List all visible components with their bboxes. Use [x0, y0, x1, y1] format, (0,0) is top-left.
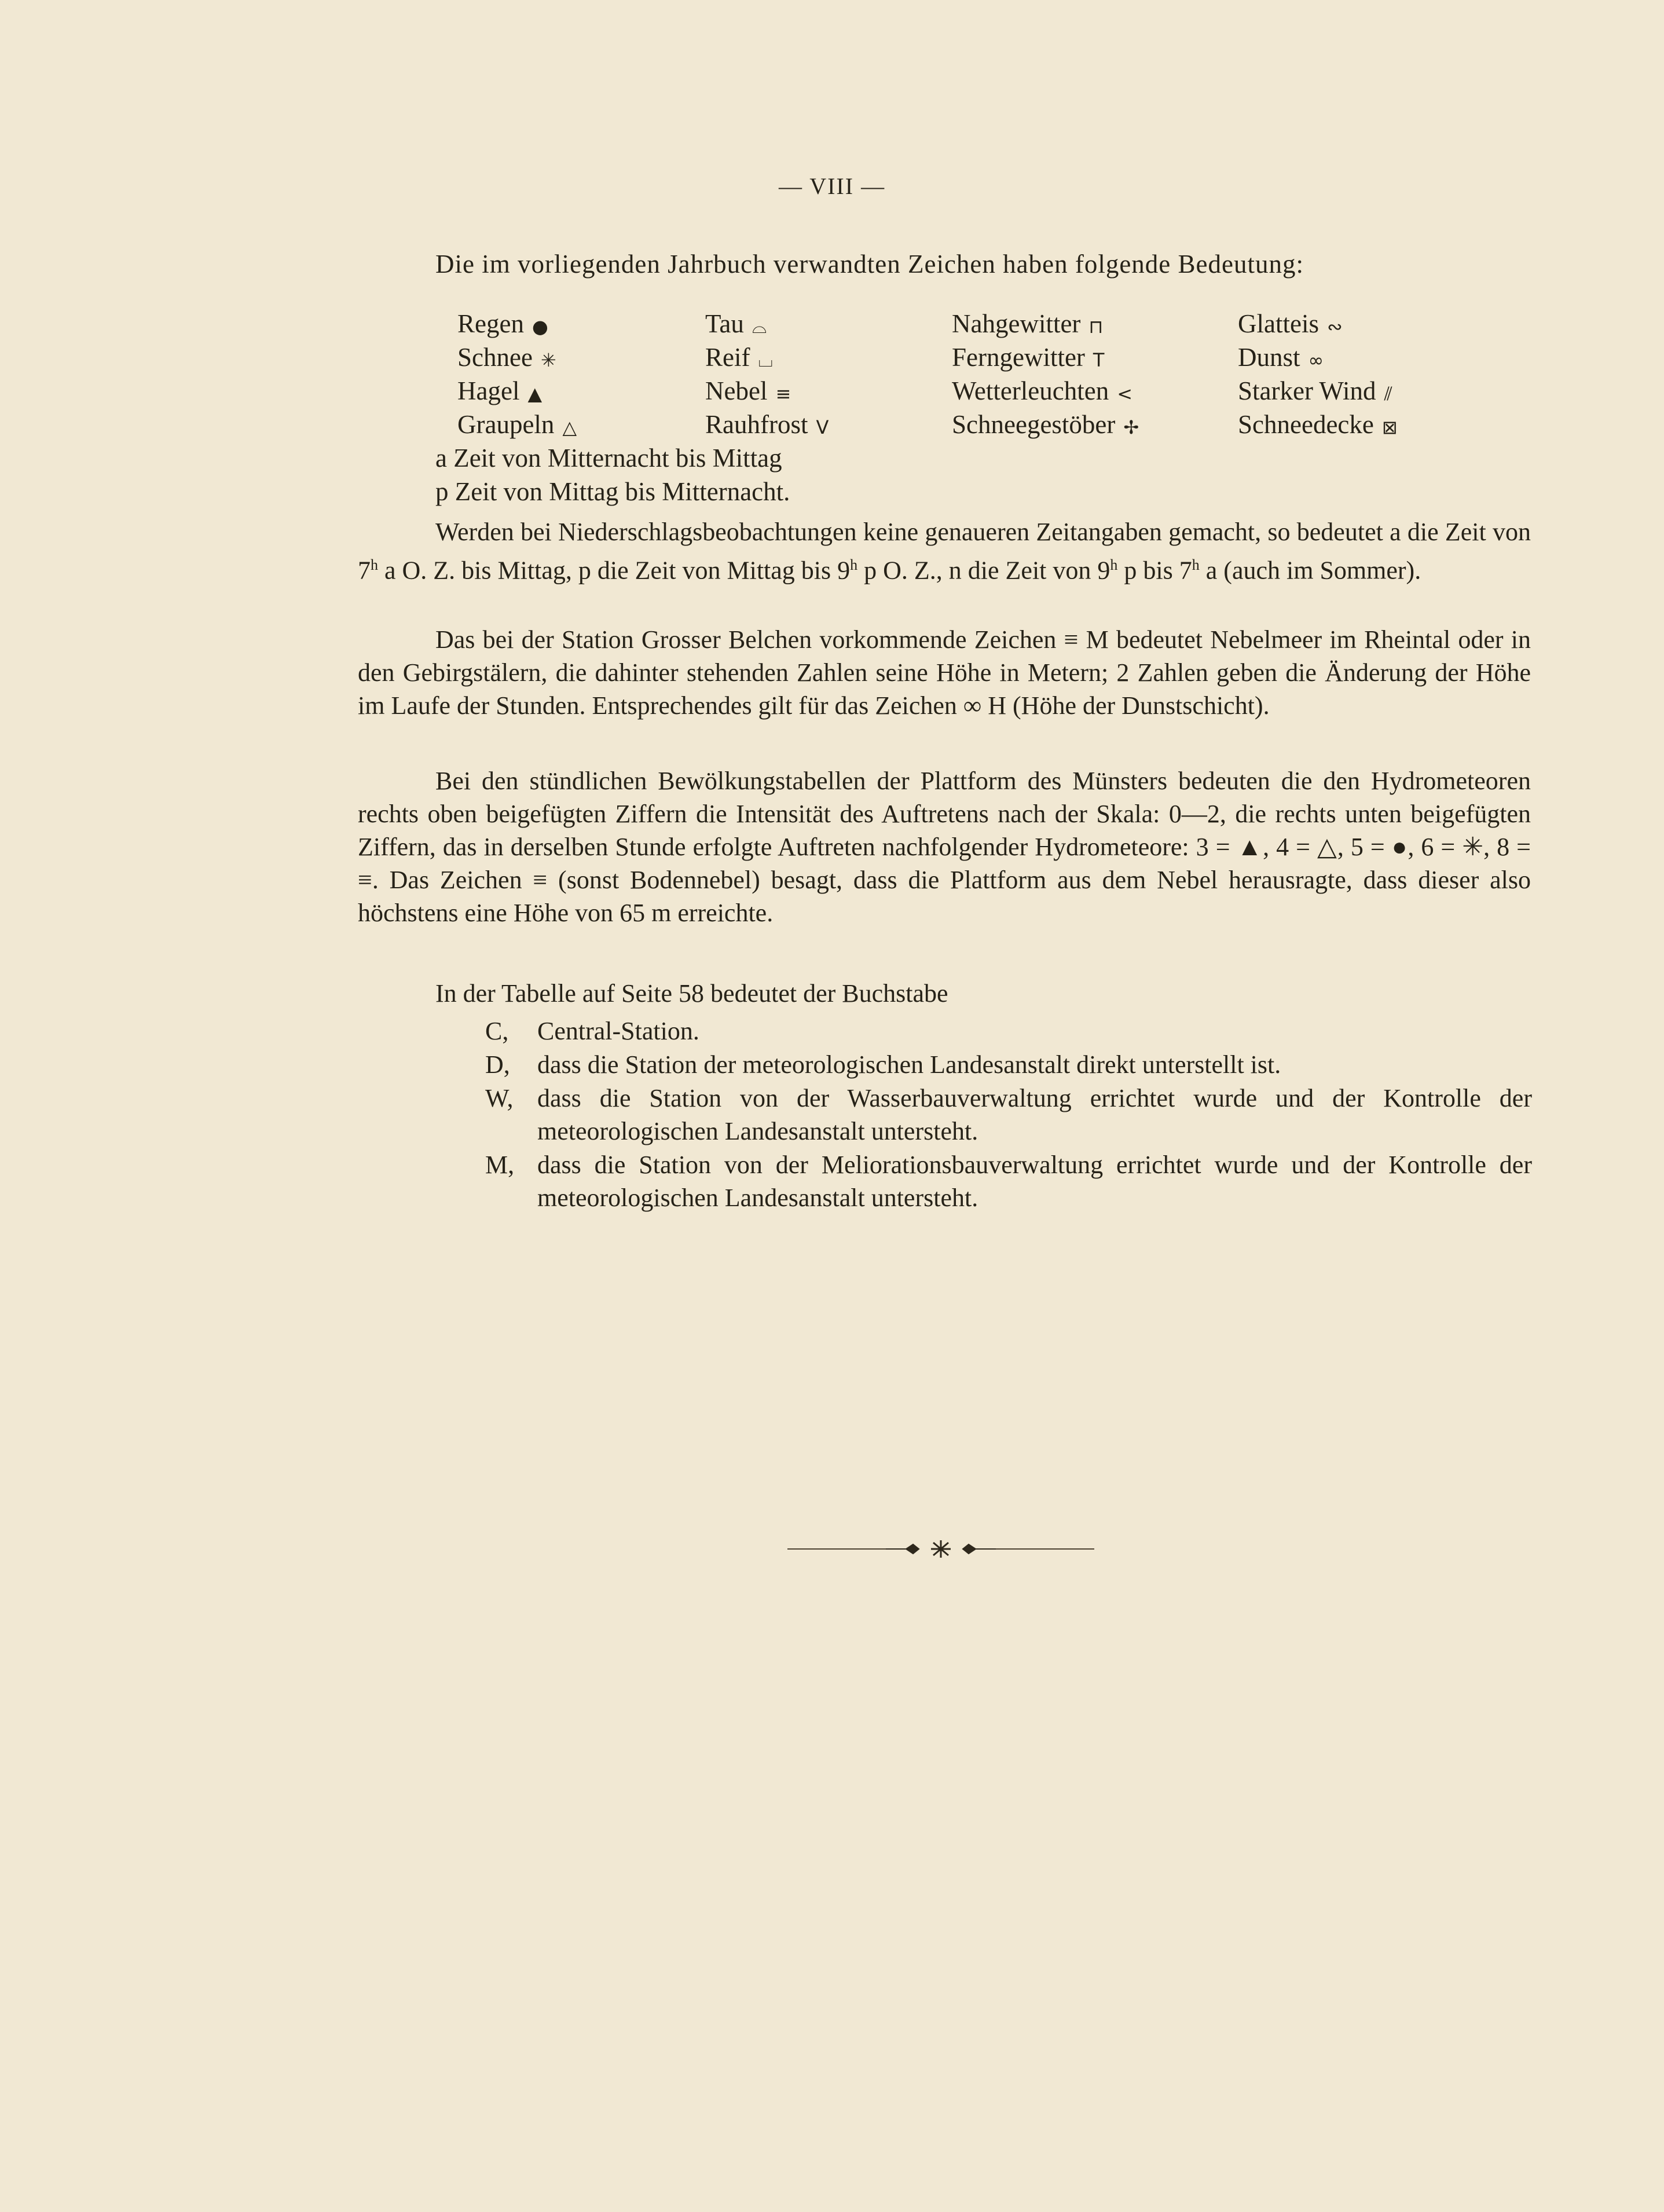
- legend-item: [705, 340, 829, 374]
- legend-item: [457, 374, 577, 408]
- time-notation: [435, 441, 790, 508]
- rain-icon: ●: [532, 315, 548, 338]
- near-thunderstorm-icon: ⊓: [1088, 315, 1104, 338]
- hail-icon: ▲: [527, 382, 543, 405]
- legend-item: [1238, 340, 1398, 374]
- text-run: Werden bei Niederschlagsbeobachtungen keine genaueren Zeitangaben gemacht, so bedeutet a die Zeit von 7: [358, 518, 1531, 585]
- legend-item: [1238, 408, 1398, 441]
- definition-item: [485, 1048, 1532, 1081]
- legend-label: Tau: [705, 309, 744, 338]
- haze-icon: ∞: [1308, 349, 1324, 371]
- legend-label: Hagel: [457, 376, 520, 405]
- definition-text: dass die Station der meteorologischen Landesanstalt direkt unterstellt ist.: [537, 1050, 1281, 1079]
- ornamental-divider-icon: [787, 1535, 1094, 1563]
- superscript: h: [850, 556, 858, 573]
- definition-item: [485, 1082, 1532, 1148]
- definition-key: M,: [485, 1151, 515, 1179]
- glaze-icon: ∾: [1326, 315, 1343, 338]
- page-number: — VIII —: [778, 173, 886, 199]
- legend-item: [952, 340, 1139, 374]
- definition-text: dass die Station von der Meliorationsbauverwaltung errichtet wurde und der Kontrolle der meteorologischen Landesanstalt untersteht.: [537, 1151, 1532, 1212]
- legend-item: [1238, 374, 1398, 408]
- rime-icon: V: [816, 416, 829, 438]
- legend-label: Nebel: [705, 376, 768, 405]
- superscript: h: [1192, 556, 1200, 573]
- legend-label: Starker Wind: [1238, 376, 1376, 405]
- fog-icon: ≡: [775, 382, 791, 405]
- legend-intro: Die im vorliegenden Jahrbuch verwandten Zeichen haben folgende Bedeutung:: [435, 250, 1304, 279]
- paragraph-grosser-belchen: [358, 623, 1531, 722]
- dew-icon: ⌓: [752, 315, 767, 338]
- legend-column-1: [457, 307, 577, 441]
- legend-label: Reif: [705, 343, 750, 372]
- superscript: h: [1110, 556, 1118, 573]
- definition-item: [485, 1015, 1532, 1048]
- paragraph-precipitation-times: [358, 515, 1531, 587]
- legend-label: Schneedecke: [1238, 410, 1374, 439]
- legend-item: [1238, 307, 1398, 340]
- symbol-legend: [457, 307, 1546, 440]
- legend-label: Graupeln: [457, 410, 555, 439]
- legend-label: Regen: [457, 309, 524, 338]
- text-run: p O. Z., n die Zeit von 9: [857, 556, 1110, 585]
- snow-icon: ✳: [540, 349, 556, 371]
- sheet-lightning-icon: <: [1117, 382, 1133, 405]
- legend-item: [705, 408, 829, 441]
- snowdrift-icon: ✢: [1123, 416, 1139, 438]
- legend-label: Dunst: [1238, 343, 1300, 372]
- paragraph-text: Bei den stündlichen Bewölkungstabellen der Plattform des Münsters bedeuten die den Hydrometeoren rechts oben beigefügten Ziffern die Intensität des Auftretens nach der Skala: 0—2, die rechts unten beigefügten Ziffern, das in derselben Stunde erfolgte Auftreten nachfolgender Hydrometeore: 3 = ▲, 4 = △, 5 = ●, 6 = ✳, 8 = ≡. Das Zeichen ≡ (sonst Bodennebel) besagt, dass die Plattform aus dem Nebel herausragte, dass dieser also höchstens eine Höhe von 65 m erreichte.: [358, 767, 1531, 927]
- legend-column-3: [952, 307, 1139, 441]
- legend-label: Ferngewitter: [952, 343, 1085, 372]
- legend-item: [457, 307, 577, 340]
- table-intro: In der Tabelle auf Seite 58 bedeutet der Buchstabe: [435, 979, 948, 1008]
- definition-item: [485, 1148, 1532, 1214]
- time-p: p Zeit von Mittag bis Mitternacht.: [435, 477, 790, 506]
- snow-cover-icon: ⊠: [1381, 416, 1398, 438]
- legend-item: [952, 374, 1139, 408]
- legend-item: [705, 307, 829, 340]
- legend-item: [952, 307, 1139, 340]
- legend-label: Glatteis: [1238, 309, 1319, 338]
- graupel-icon: △: [562, 416, 577, 438]
- definition-text: Central-Station.: [537, 1017, 699, 1045]
- text-run: a O. Z. bis Mittag, p die Zeit von Mittag bis 9: [378, 556, 851, 585]
- legend-item: [457, 340, 577, 374]
- text-run: a (auch im Sommer).: [1199, 556, 1421, 585]
- superscript: h: [371, 556, 378, 573]
- legend-item: [952, 408, 1139, 441]
- legend-item: [457, 408, 577, 441]
- definition-key: D,: [485, 1050, 510, 1079]
- legend-column-2: [705, 307, 829, 441]
- legend-label: Rauhfrost: [705, 410, 808, 439]
- frost-icon: ⌴: [758, 349, 774, 371]
- text-run: p bis 7: [1117, 556, 1192, 585]
- strong-wind-icon: ⫽: [1384, 382, 1392, 405]
- legend-label: Nahgewitter: [952, 309, 1081, 338]
- legend-label: Schneegestöber: [952, 410, 1116, 439]
- time-a: a Zeit von Mitternacht bis Mittag: [435, 444, 782, 473]
- definition-key: C,: [485, 1017, 509, 1045]
- definition-key: W,: [485, 1084, 514, 1112]
- distant-thunderstorm-icon: T: [1093, 349, 1105, 371]
- legend-item: [705, 374, 829, 408]
- legend-label: Wetterleuchten: [952, 376, 1109, 405]
- definition-text: dass die Station von der Wasserbauverwaltung errichtet wurde und der Kontrolle der meteorologischen Landesanstalt untersteht.: [537, 1084, 1532, 1145]
- paragraph-cloud-tables: [358, 764, 1531, 929]
- legend-column-4: [1238, 307, 1398, 441]
- legend-label: Schnee: [457, 343, 533, 372]
- station-type-definitions: [485, 1015, 1532, 1215]
- paragraph-text: Das bei der Station Grosser Belchen vorkommende Zeichen ≡ M bedeutet Nebelmeer im Rheintal oder in den Gebirgstälern, die dahinter stehenden Zahlen seine Höhe in Metern; 2 Zahlen geben die Änderung der Höhe im Laufe der Stunden. Entsprechendes gilt für das Zeichen ∞ H (Höhe der Dunstschicht).: [358, 625, 1531, 720]
